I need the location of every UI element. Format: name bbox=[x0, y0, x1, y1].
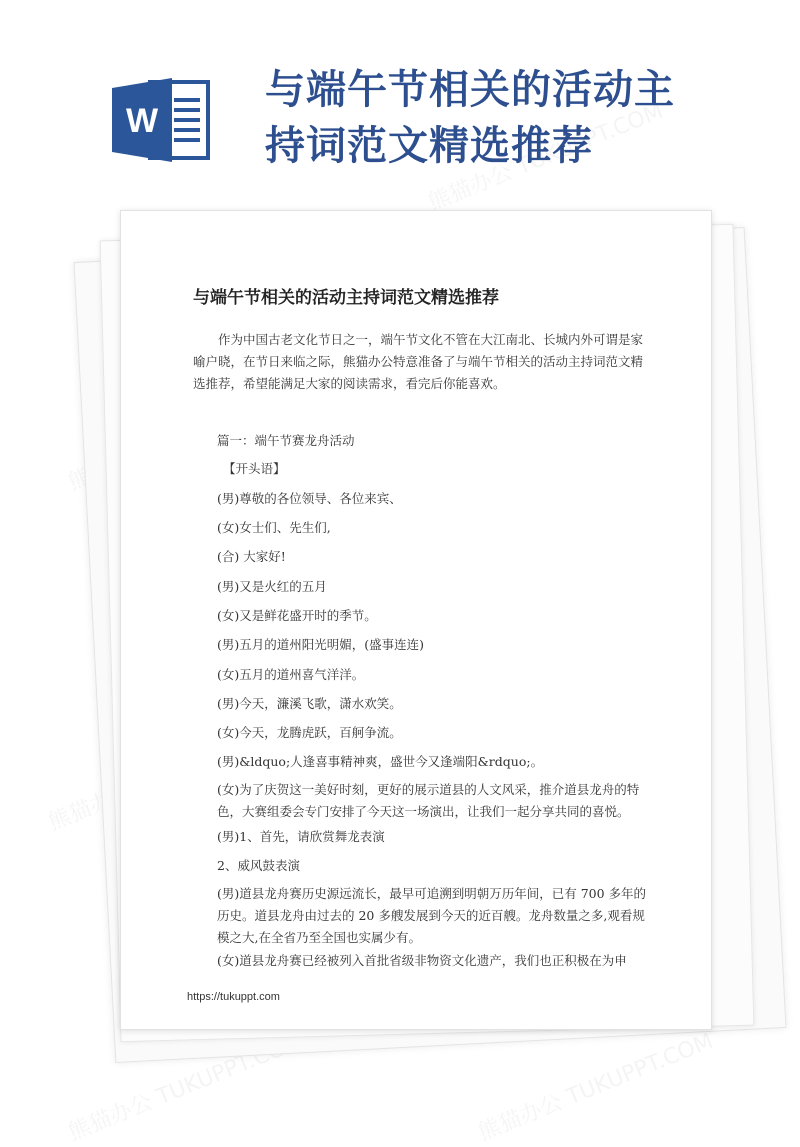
script-line: (男)1、首先，请欣赏舞龙表演 bbox=[217, 829, 385, 844]
script-line: (女)道县龙舟赛已经被列入首批省级非物资文化遗产，我们也正积极在为申 bbox=[217, 953, 627, 968]
banner-title-line2: 持词范文精选推荐 bbox=[265, 123, 593, 169]
intro-paragraph: 作为中国古老文化节日之一，端午节文化不管在大江南北、长城内外可谓是家喻户晓，在节日来临之际，熊猫办公特意准备了与端午节相关的活动主持词范文精选推荐，希望能满足大家的阅读需求，看完后你能喜欢。 bbox=[193, 332, 644, 391]
banner-title bbox=[265, 62, 745, 174]
watermark bbox=[473, 1024, 717, 1147]
word-document-icon bbox=[112, 76, 212, 164]
script-line: 2、威风鼓表演 bbox=[217, 858, 300, 873]
script-line: (女)今天，龙腾虎跃，百舸争流。 bbox=[217, 725, 402, 740]
script-line: (女)女士们、先生们, bbox=[217, 520, 331, 535]
footer-url: https://tukuppt.com bbox=[187, 991, 280, 1003]
script-paragraph: (女)为了庆贺这一美好时刻，更好的展示道县的人文风采，推介道县龙舟的特色，大赛组委会专门安排了今天这一场演出，让我们一起分享共同的喜悦。 bbox=[217, 782, 640, 819]
script-line: (合) 大家好! bbox=[217, 549, 286, 564]
script-line: (男)&ldquo;人逢喜事精神爽，盛世今又逢端阳&rdquo;。 bbox=[217, 754, 544, 769]
script-line: (男)尊敬的各位领导、各位来宾、 bbox=[217, 491, 402, 506]
script-paragraph: (男)道县龙舟赛历史源远流长，最早可追溯到明朝万历年间，已有 700 多年的历史。道县龙舟由过去的 20 多艘发展到今天的近百艘。龙舟数量之多,观看规模之大,在全省乃至全国也实属少有。 bbox=[217, 886, 647, 945]
script-line: (男)今天，濂溪飞歌，潇水欢笑。 bbox=[217, 696, 402, 711]
script-line: (女)又是鲜花盛开时的季节。 bbox=[217, 608, 377, 623]
document-page bbox=[120, 210, 712, 1030]
logo-letter: W bbox=[125, 102, 159, 140]
script-line: (女)五月的道州喜气洋洋。 bbox=[217, 667, 365, 682]
document-title: 与端午节相关的活动主持词范文精选推荐 bbox=[193, 288, 499, 308]
script-line: (男)五月的道州阳光明媚，(盛事连连) bbox=[217, 637, 425, 652]
opening-label: 【开头语】 bbox=[223, 461, 286, 476]
section-heading: 篇一：端午节赛龙舟活动 bbox=[217, 433, 355, 448]
banner-title-line1: 与端午节相关的活动主 bbox=[265, 67, 675, 113]
script-line: (男)又是火红的五月 bbox=[217, 579, 327, 594]
